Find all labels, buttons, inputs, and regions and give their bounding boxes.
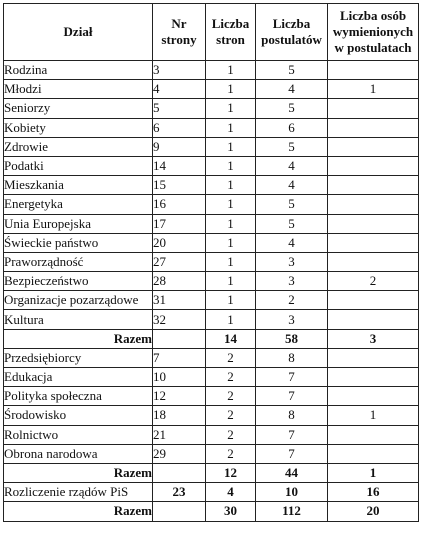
total-postulatow: 112	[256, 502, 328, 521]
cell-stron: 2	[206, 348, 256, 367]
cell-nr: 28	[153, 272, 206, 291]
cell-osob	[328, 233, 419, 252]
header-liczba-stron: Liczba stron	[206, 4, 256, 61]
cell-nr: 9	[153, 137, 206, 156]
cell-nr: 21	[153, 425, 206, 444]
cell-dzial: Podatki	[4, 156, 153, 175]
cell-nr: 17	[153, 214, 206, 233]
cell-dzial: Energetyka	[4, 195, 153, 214]
cell-postulatow: 7	[256, 368, 328, 387]
cell-stron: 1	[206, 176, 256, 195]
cell-nr	[153, 502, 206, 521]
cell-dzial: Kultura	[4, 310, 153, 329]
table-row	[4, 195, 419, 214]
cell-osob	[328, 310, 419, 329]
table-row	[4, 176, 419, 195]
table-row	[4, 61, 419, 80]
cell-nr: 29	[153, 444, 206, 463]
table-row	[4, 252, 419, 271]
cell-nr: 18	[153, 406, 206, 425]
cell-dzial: Przedsiębiorcy	[4, 348, 153, 367]
total-row	[4, 502, 419, 521]
cell-stron: 1	[206, 118, 256, 137]
cell-osob	[328, 214, 419, 233]
table-row	[4, 348, 419, 367]
table-row	[4, 444, 419, 463]
table-row	[4, 214, 419, 233]
sum-row-group2	[4, 463, 419, 482]
cell-postulatow: 2	[256, 291, 328, 310]
cell-nr: 12	[153, 387, 206, 406]
cell-postulatow: 4	[256, 80, 328, 99]
cell-nr	[153, 329, 206, 348]
cell-postulatow: 5	[256, 99, 328, 118]
cell-osob	[328, 252, 419, 271]
cell-nr: 31	[153, 291, 206, 310]
cell-postulatow: 4	[256, 156, 328, 175]
sum-postulatow: 58	[256, 329, 328, 348]
cell-postulatow: 3	[256, 272, 328, 291]
table-row	[4, 291, 419, 310]
cell-osob: 1	[328, 406, 419, 425]
cell-stron: 1	[206, 99, 256, 118]
cell-stron: 2	[206, 406, 256, 425]
cell-nr: 6	[153, 118, 206, 137]
cell-stron: 1	[206, 195, 256, 214]
rozliczenie-row	[4, 483, 419, 502]
cell-osob: 2	[328, 272, 419, 291]
cell-nr: 10	[153, 368, 206, 387]
cell-dzial: Rozliczenie rządów PiS	[4, 483, 153, 502]
header-dzial: Dział	[4, 4, 153, 61]
cell-dzial: Praworządność	[4, 252, 153, 271]
cell-stron: 2	[206, 425, 256, 444]
cell-stron: 1	[206, 291, 256, 310]
sum-stron: 14	[206, 329, 256, 348]
total-osob: 20	[328, 502, 419, 521]
header-liczba-osob: Liczba osób wymienionych w postulatach	[328, 4, 419, 61]
cell-postulatow: 5	[256, 137, 328, 156]
cell-stron: 1	[206, 272, 256, 291]
table-row	[4, 368, 419, 387]
cell-osob	[328, 176, 419, 195]
cell-nr: 32	[153, 310, 206, 329]
cell-osob	[328, 61, 419, 80]
cell-dzial: Rolnictwo	[4, 425, 153, 444]
cell-nr: 20	[153, 233, 206, 252]
cell-postulatow: 8	[256, 406, 328, 425]
cell-stron: 2	[206, 368, 256, 387]
cell-postulatow: 7	[256, 387, 328, 406]
cell-dzial: Mieszkania	[4, 176, 153, 195]
cell-postulatow: 8	[256, 348, 328, 367]
cell-postulatow: 3	[256, 252, 328, 271]
table-row	[4, 310, 419, 329]
total-label: Razem	[4, 502, 153, 521]
cell-nr: 4	[153, 80, 206, 99]
cell-postulatow: 7	[256, 444, 328, 463]
cell-nr: 15	[153, 176, 206, 195]
cell-osob	[328, 444, 419, 463]
cell-nr: 14	[153, 156, 206, 175]
cell-osob	[328, 387, 419, 406]
table-row	[4, 387, 419, 406]
cell-postulatow: 10	[256, 483, 328, 502]
cell-stron: 2	[206, 444, 256, 463]
cell-dzial: Edukacja	[4, 368, 153, 387]
cell-nr: 5	[153, 99, 206, 118]
cell-osob	[328, 99, 419, 118]
sum-row-group1	[4, 329, 419, 348]
sum-label: Razem	[4, 329, 153, 348]
header-nr-strony: Nr strony	[153, 4, 206, 61]
sum-osob: 3	[328, 329, 419, 348]
table-row	[4, 80, 419, 99]
cell-osob	[328, 425, 419, 444]
cell-postulatow: 7	[256, 425, 328, 444]
cell-nr: 27	[153, 252, 206, 271]
total-stron: 30	[206, 502, 256, 521]
cell-stron: 2	[206, 387, 256, 406]
cell-postulatow: 6	[256, 118, 328, 137]
cell-nr: 3	[153, 61, 206, 80]
cell-postulatow: 4	[256, 176, 328, 195]
cell-osob: 1	[328, 80, 419, 99]
sum-label: Razem	[4, 463, 153, 482]
cell-stron: 1	[206, 252, 256, 271]
cell-stron: 1	[206, 233, 256, 252]
cell-osob	[328, 291, 419, 310]
cell-stron: 1	[206, 80, 256, 99]
cell-dzial: Kobiety	[4, 118, 153, 137]
cell-osob: 16	[328, 483, 419, 502]
cell-osob	[328, 137, 419, 156]
header-liczba-postulatow: Liczba postulatów	[256, 4, 328, 61]
cell-osob	[328, 195, 419, 214]
cell-nr: 16	[153, 195, 206, 214]
sum-osob: 1	[328, 463, 419, 482]
table-row	[4, 233, 419, 252]
cell-dzial: Młodzi	[4, 80, 153, 99]
table-row	[4, 406, 419, 425]
cell-stron: 1	[206, 214, 256, 233]
table-row	[4, 99, 419, 118]
cell-dzial: Organizacje pozarządowe	[4, 291, 153, 310]
cell-postulatow: 4	[256, 233, 328, 252]
cell-dzial: Rodzina	[4, 61, 153, 80]
cell-dzial: Polityka społeczna	[4, 387, 153, 406]
cell-osob	[328, 118, 419, 137]
cell-dzial: Unia Europejska	[4, 214, 153, 233]
cell-osob	[328, 348, 419, 367]
cell-postulatow: 3	[256, 310, 328, 329]
cell-stron: 1	[206, 61, 256, 80]
header-row	[4, 4, 419, 61]
cell-dzial: Obrona narodowa	[4, 444, 153, 463]
table-row	[4, 272, 419, 291]
table-row	[4, 118, 419, 137]
cell-stron: 4	[206, 483, 256, 502]
cell-dzial: Seniorzy	[4, 99, 153, 118]
sum-stron: 12	[206, 463, 256, 482]
cell-nr	[153, 463, 206, 482]
cell-dzial: Bezpieczeństwo	[4, 272, 153, 291]
cell-stron: 1	[206, 156, 256, 175]
table-row	[4, 156, 419, 175]
table-row	[4, 425, 419, 444]
cell-dzial: Świeckie państwo	[4, 233, 153, 252]
cell-postulatow: 5	[256, 214, 328, 233]
cell-postulatow: 5	[256, 61, 328, 80]
cell-dzial: Środowisko	[4, 406, 153, 425]
cell-osob	[328, 156, 419, 175]
cell-osob	[328, 368, 419, 387]
summary-table	[3, 3, 419, 522]
sum-postulatow: 44	[256, 463, 328, 482]
cell-stron: 1	[206, 310, 256, 329]
cell-postulatow: 5	[256, 195, 328, 214]
table-row	[4, 137, 419, 156]
cell-stron: 1	[206, 137, 256, 156]
cell-nr: 7	[153, 348, 206, 367]
cell-dzial: Zdrowie	[4, 137, 153, 156]
cell-nr: 23	[153, 483, 206, 502]
